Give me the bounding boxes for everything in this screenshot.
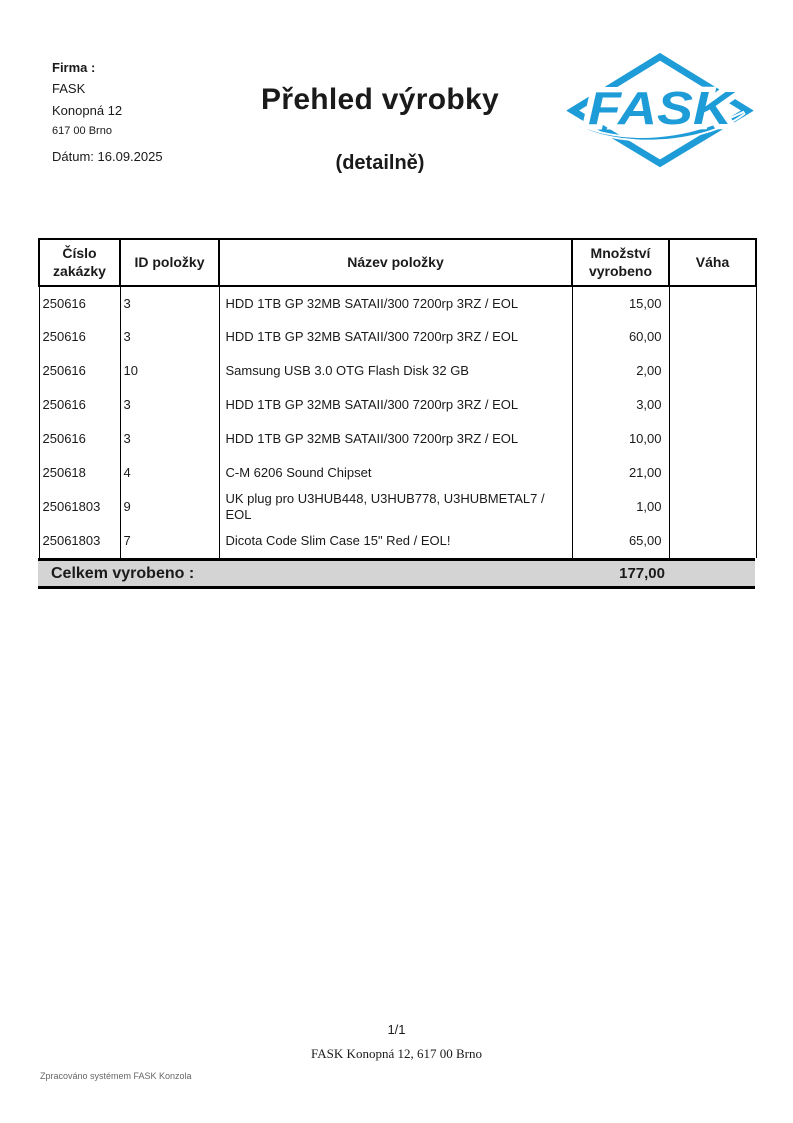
page-number: 1/1 (387, 1022, 406, 1037)
cell-item_id: 7 (120, 524, 219, 558)
cell-item_id: 4 (120, 456, 219, 490)
total-label: Celkem vyrobeno : (51, 564, 195, 582)
table-row (39, 456, 756, 490)
column-header-weight: Váha (669, 239, 756, 286)
total-value: 177,00 (619, 565, 665, 582)
report-table-container (38, 238, 755, 589)
cell-item_name: UK plug pro U3HUB448, U3HUB778, U3HUBMETAL7 / EOL (219, 490, 572, 524)
cell-weight (669, 422, 756, 456)
company-city: 617 00 Brno (52, 125, 112, 137)
cell-item_id: 3 (120, 388, 219, 422)
cell-order_number: 250616 (39, 320, 120, 354)
column-header-order_number: Číslo zakázky (39, 239, 120, 286)
table-row (39, 388, 756, 422)
table-row (39, 490, 756, 524)
cell-order_number: 250616 (39, 286, 120, 320)
table-header-row (39, 239, 756, 286)
column-header-item_id: ID položky (120, 239, 219, 286)
cell-quantity: 60,00 (572, 320, 669, 354)
cell-weight (669, 490, 756, 524)
cell-item_name: HDD 1TB GP 32MB SATAII/300 7200rp 3RZ / EOL (219, 422, 572, 456)
cell-order_number: 250616 (39, 354, 120, 388)
table-row (39, 422, 756, 456)
cell-quantity: 3,00 (572, 388, 669, 422)
report-table (38, 238, 757, 558)
cell-item_name: C-M 6206 Sound Chipset (219, 456, 572, 490)
cell-order_number: 25061803 (39, 524, 120, 558)
company-name: FASK (52, 81, 86, 96)
cell-quantity: 10,00 (572, 422, 669, 456)
cell-quantity: 65,00 (572, 524, 669, 558)
cell-quantity: 1,00 (572, 490, 669, 524)
column-header-item_name: Název položky (219, 239, 572, 286)
cell-order_number: 250616 (39, 422, 120, 456)
cell-order_number: 250618 (39, 456, 120, 490)
company-street: Konopná 12 (52, 103, 123, 118)
total-row (38, 558, 755, 589)
cell-item_id: 9 (120, 490, 219, 524)
fask-logo-icon (560, 52, 760, 172)
table-row (39, 320, 756, 354)
cell-order_number: 25061803 (39, 490, 120, 524)
report-date: Dátum: 16.09.2025 (52, 149, 163, 164)
cell-item_name: HDD 1TB GP 32MB SATAII/300 7200rp 3RZ / EOL (219, 320, 572, 354)
cell-weight (669, 320, 756, 354)
cell-weight (669, 524, 756, 558)
cell-item_name: Dicota Code Slim Case 15" Red / EOL! (219, 524, 572, 558)
table-row (39, 524, 756, 558)
page-title: Přehled výrobky (261, 83, 499, 116)
cell-order_number: 250616 (39, 388, 120, 422)
page-subtitle: (detailně) (335, 152, 425, 174)
cell-item_id: 3 (120, 422, 219, 456)
cell-item_id: 10 (120, 354, 219, 388)
cell-item_name: HDD 1TB GP 32MB SATAII/300 7200rp 3RZ / EOL (219, 388, 572, 422)
cell-quantity: 15,00 (572, 286, 669, 320)
cell-weight (669, 388, 756, 422)
fask-logo (560, 52, 760, 172)
cell-item_name: HDD 1TB GP 32MB SATAII/300 7200rp 3RZ / EOL (219, 286, 572, 320)
logo-text: FASK (588, 82, 737, 134)
table-row (39, 286, 756, 320)
cell-weight (669, 354, 756, 388)
cell-item_id: 3 (120, 320, 219, 354)
cell-item_id: 3 (120, 286, 219, 320)
cell-weight (669, 286, 756, 320)
cell-item_name: Samsung USB 3.0 OTG Flash Disk 32 GB (219, 354, 572, 388)
cell-quantity: 21,00 (572, 456, 669, 490)
footer-address: FASK Konopná 12, 617 00 Brno (311, 1046, 482, 1061)
cell-quantity: 2,00 (572, 354, 669, 388)
generated-by-note: Zpracováno systémem FASK Konzola (40, 1071, 192, 1081)
table-body (39, 286, 756, 558)
cell-weight (669, 456, 756, 490)
column-header-quantity: Množství vyrobeno (572, 239, 669, 286)
company-label: Firma : (52, 60, 96, 75)
table-row (39, 354, 756, 388)
